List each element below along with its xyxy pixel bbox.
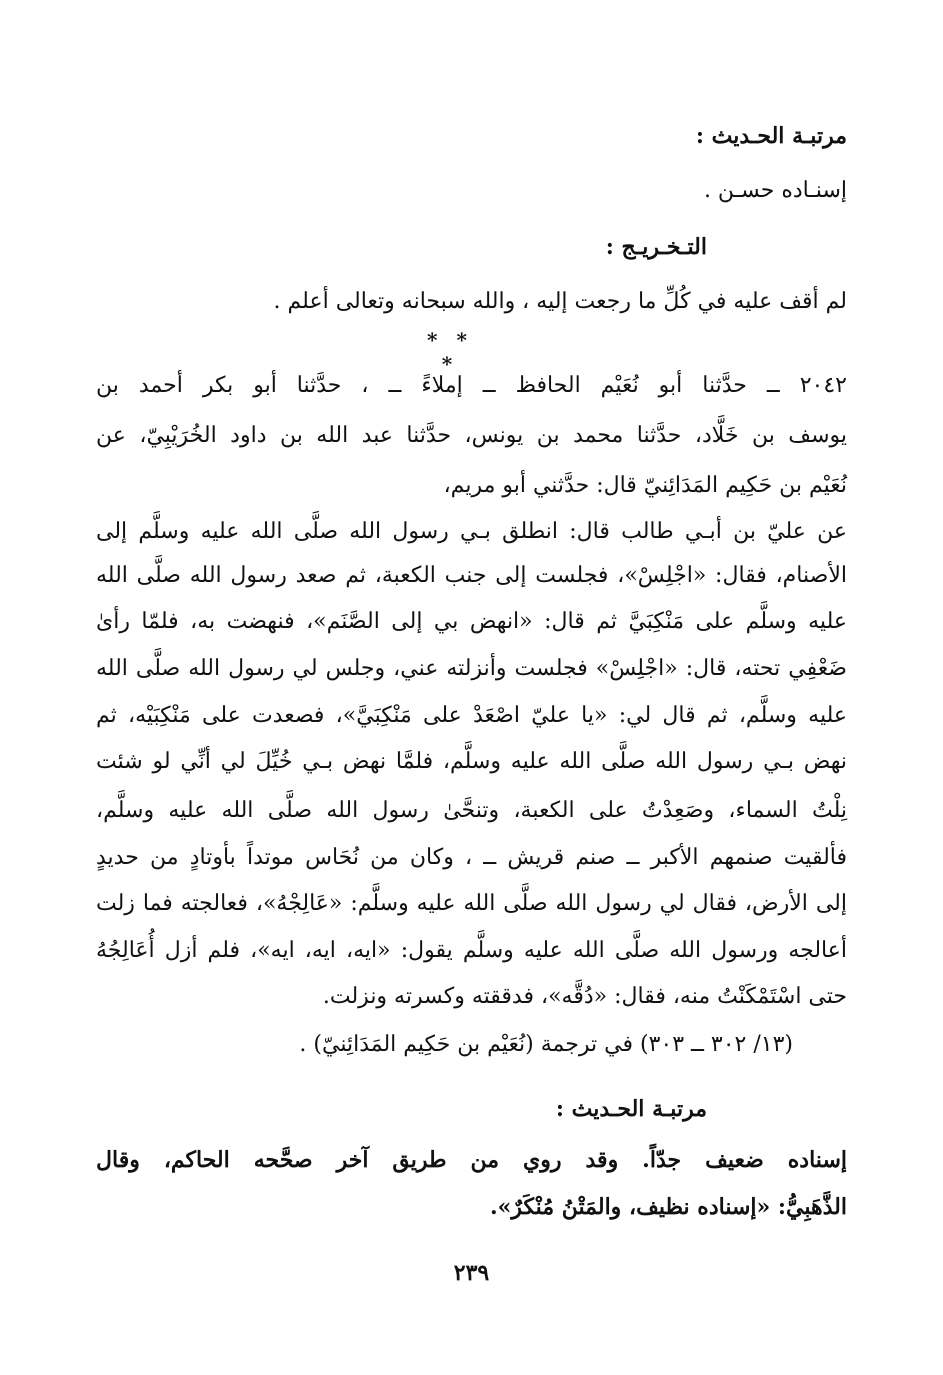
matn-line: أعالجه ورسول الله صلَّى الله عليه وسلَّم يقول: «ايه، ايه، ايه»، فلم أزل أُعَالِجُهُ <box>96 938 847 963</box>
section-heading-rank: مرتبـة الحـديث : <box>695 123 847 149</box>
matn-line: عليه وسلَّم، ثم قال لي: «يا عليّ اصْعَدْ على مَنْكِبَيَّ»، فصعدت على مَنْكِبَيْه، ثم <box>96 703 847 728</box>
source-reference: (١٣/ ٣٠٢ ــ ٣٠٣) في ترجمة (نُعَيْم بن حَكِيم المَدَائِنيّ) . <box>299 1032 793 1057</box>
matn-line: عليه وسلَّم على مَنْكِبَيَّ ثم قال: «انهض بي إلى الصَّنَم»، فنهضت به، فلمّا رأىٰ <box>96 609 847 634</box>
rank-text: إسنـاده حسـن . <box>703 178 847 203</box>
isnad-line: يوسف بن خَلَّاد، حدَّثنا محمد بن يونس، حدَّثنا عبد الله بن داود الخُرَيْبِيّ، عن <box>96 423 847 448</box>
section-heading-rank: مرتبـة الحـديث : <box>555 1096 707 1122</box>
matn-line: نهض بـي رسول الله صلَّى الله عليه وسلَّم، فلمَّا نهض بـي خُيِّلَ لي أنِّي لو شئت <box>96 749 847 774</box>
matn-line: عن عليّ بن أبـي طالب قال: انطلق بـي رسول الله صلَّى الله عليه وسلَّم إلى <box>96 519 847 544</box>
rank-text: الذَّهَبِيُّ: «إسناده نظيف، والمَتْنُ مُنْكَرٌ». <box>489 1194 847 1220</box>
section-heading-takhrij: التـخـريـج : <box>605 234 707 260</box>
matn-line: إلى الأرض، فقال لي رسول الله صلَّى الله عليه وسلَّم: «عَالِجْهُ»، فعالجته فما زلت <box>96 891 847 916</box>
matn-line: حتى اسْتَمْكَنْتُ منه، فقال: «دُقَّه»، فدققته وكسرته ونزلت. <box>322 984 847 1009</box>
page-number: ٢٣٩ <box>453 1260 490 1286</box>
rank-text: إسناده ضعيف جدّاً. وقد روي من طريق آخر صحَّحه الحاكم، وقال <box>96 1147 847 1173</box>
matn-line: فألقيت صنمهم الأكبر ــ صنم قريش ــ ، وكان من نُحَاس موتداً بأوتادٍ من حديدٍ <box>96 845 847 870</box>
matn-line: ضَعْفِي تحته، قال: «اجْلِسْ» فجلست وأنزلته عني، وجلس لي رسول الله صلَّى الله <box>96 656 847 681</box>
isnad-line: نُعَيْم بن حَكِيم المَدَائِنيّ قال: حدَّثني أبو مريم، <box>443 473 847 498</box>
takhrij-text: لم أقف عليه في كُلِّ ما رجعت إليه ، والله سبحانه وتعالى أعلم . <box>273 289 847 314</box>
section-separator: * * * <box>427 328 473 376</box>
matn-line: الأصنام، فقال: «اجْلِسْ»، فجلست إلى جنب الكعبة، ثم صعد رسول الله صلَّى الله <box>96 563 847 588</box>
isnad-line: ٢٠٤٢ ــ حدَّثنا أبو نُعَيْم الحافظ ــ إملاءً ــ ، حدَّثنا أبو بكر أحمد بن <box>96 373 847 398</box>
matn-line: نِلْتُ السماء، وصَعِدْتُ على الكعبة، وتنحَّىٰ رسول الله صلَّى الله عليه وسلَّم، <box>96 798 847 823</box>
